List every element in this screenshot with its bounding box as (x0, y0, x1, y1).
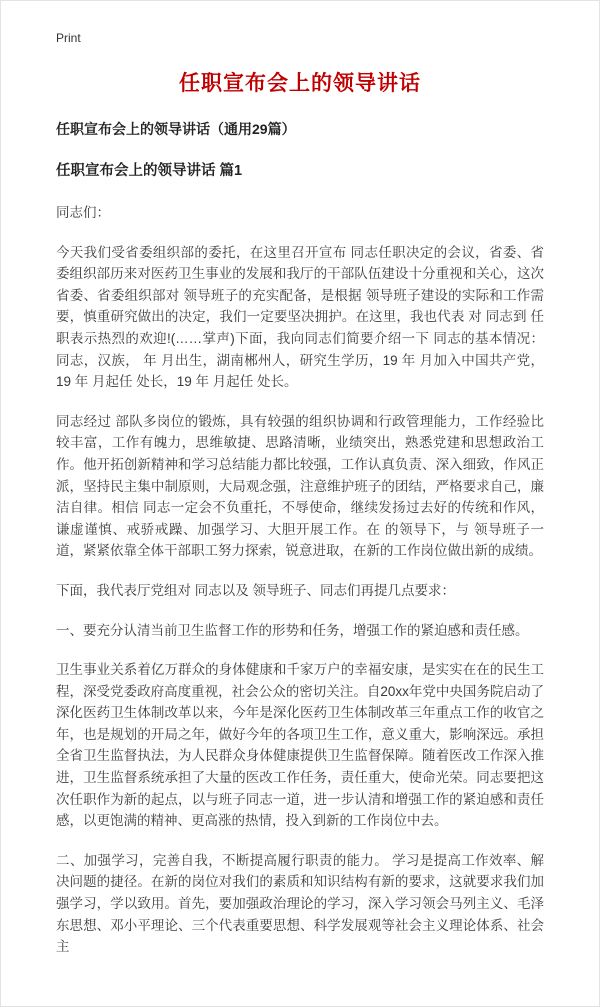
section-heading: 任职宣布会上的领导讲话 篇1 (56, 163, 243, 179)
paragraph-point-one-body: 卫生事业关系着亿万群众的身体健康和千家万户的幸福安康，是实实在在的民生工程，深受党委政府高度重视，社会公众的密切关注。自20xx年党中央国务院启动了深化医药卫生体制改革以来，今年是深化医药卫生体制改革三年重点工作的收官之年，也是规划的开局之年，做好今年的各项卫生工作，意义重大，影响深远。承担全省卫生监督执法，为人民群众身体健康提供卫生监督保障。随着医改工作深入推进，卫生监督系统承担了大量的医改工作任务，责任重大，使命光荣。同志要把这次任职作为新的起点，以与班子同志一道，进一步认清和增强工作的紧迫感和责任感，以更饱满的精神、更高涨的热情，投入到新的工作岗位中去。 (56, 662, 544, 829)
document-subtitle: 任职宣布会上的领导讲话（通用29篇） (56, 121, 296, 137)
paragraph-introduction: 今天我们受省委组织部的委托，在这里召开宣布 同志任职决定的会议，省委、省委组织部历来对医药卫生事业的发展和我厅的干部队伍建设十分重视和关心，这次省委、省委组织部对 领导班子的充实配备，是根据 领导班子建设的实际和工作需要，慎重研究做出的决定，我们一定要坚决拥护。在这里，我也代表 对 同志到 任职表示热烈的欢迎!(……掌声)下面，我向同志们简要介绍一下 同志的基本情况： 同志，汉族， 年 月出生，湖南郴州人，研究生学历，19 年 月加入中国共产党，19 年 月起任 处长，19 年 月起任 处长。 (56, 244, 544, 390)
paragraph-salutation: 同志们： (56, 205, 110, 220)
paragraph-point-two: 二、加强学习，完善自我，不断提高履行职责的能力。 学习是提高工作效率、解决问题的捷径。在新的岗位对我们的素质和知识结构有新的要求，这就要求我们加强学习，学以致用。首先，要加强政治理论的学习，深入学习领会马列主义、毛泽东思想、邓小平理论、三个代表重要思想、科学发展观等社会主义理论体系、社会主 (56, 852, 544, 955)
paragraph-point-one-heading: 一、要充分认清当前卫生监督工作的形势和任务，增强工作的紧迫感和责任感。 (56, 622, 529, 638)
paragraph-comrade-background: 同志经过 部队多岗位的锻炼，具有较强的组织协调和行政管理能力，工作经验比较丰富，工作有魄力，思维敏捷、思路清晰，业绩突出，熟悉党建和思想政治工作。他开拓创新精神和学习总结能力都比较强，工作认真负责、深入细致，作风正派，坚持民主集中制原则，大局观念强，注意维护班子的团结，严格要求自己，廉洁自律。相信 同志一定会不负重托，不辱使命，继续发扬过去好的传统和作风，谦虚谨慎、戒骄戒躁、加强学习、大胆开展工作。在 的领导下，与 领导班子一道，紧紧依靠全体干部职工努力探索，锐意进取，在新的工作岗位做出新的成绩。 (56, 413, 544, 559)
paragraph-requirements-intro: 下面，我代表厅党组对 同志以及 领导班子、同志们再提几点要求： (56, 582, 456, 598)
print-link[interactable]: Print (56, 31, 81, 45)
page-title: 任职宣布会上的领导讲话 (179, 72, 421, 95)
